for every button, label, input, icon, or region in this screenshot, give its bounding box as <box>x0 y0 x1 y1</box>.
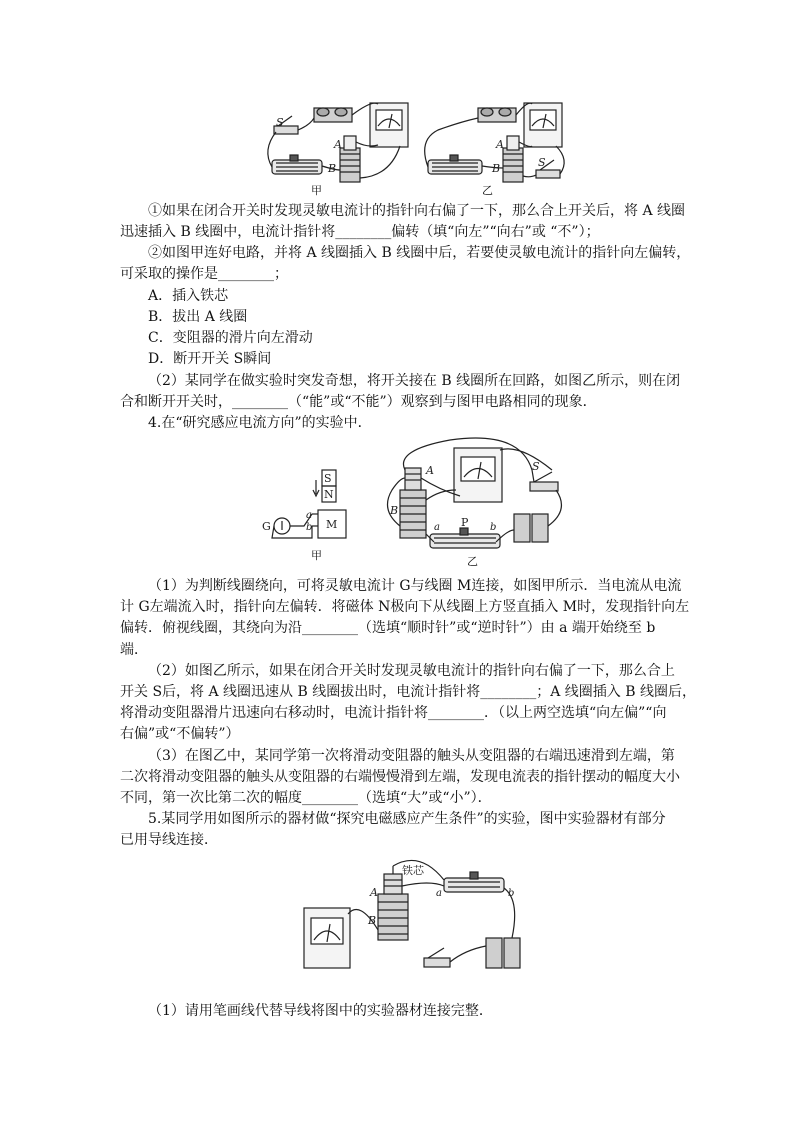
figure-1-caption-left: 甲 <box>311 184 322 197</box>
q4-part2-line-2: 开关 S后，将 A 线圈迅速从 B 线圈拔出时，电流计指针将________；A 线圈插入 B 线圈后， <box>120 684 696 700</box>
label-S-magnet: S <box>324 472 332 485</box>
q3-option-c: C．变阻器的滑片向左滑动 <box>148 330 313 346</box>
figure-2-caption-right: 乙 <box>467 555 478 568</box>
label-B-right: B <box>492 162 501 175</box>
q4-part1-line-2: 计 G左端流入时，指针向左偏转．将磁体 N极向下从线圈上方竖直插入 M时，发现指针向左 <box>120 599 690 615</box>
q5-part1: （1）请用笔画线代替导线将图中的实验器材连接完整． <box>148 1003 493 1019</box>
q3-part2-line-1: （2）某同学在做实验时突发奇想，将开关接在 B 线圈所在回路，如图乙所示，则在闭 <box>148 373 681 389</box>
figure-2-caption-left: 甲 <box>311 549 322 562</box>
q4-part1-line-4: 端． <box>120 642 148 658</box>
q4-part2-line-3: 将滑动变阻器滑片迅速向右移动时，电流计指针将________．（以上两空选填“向左偏”“向 <box>120 705 667 721</box>
label-A: A <box>370 886 378 899</box>
label-B-right: B <box>390 504 399 517</box>
q4-part2-line-1: （2）如图乙所示，如果在闭合开关时发现灵敏电流计的指针向右偏了一下，那么合上 <box>148 663 675 679</box>
label-b: b <box>508 888 515 899</box>
figure-3-apparatus <box>0 850 794 990</box>
q4-part3-line-1: （3）在图乙中，某同学第一次将滑动变阻器的触头从变阻器的右端迅速滑到左端，第 <box>148 748 675 764</box>
label-a-right: a <box>434 522 440 533</box>
q4-part3-line-2: 二次将滑动变阻器的触头从变阻器的右端慢慢滑到左端，发现电流表的指针摆动的幅度大小 <box>120 769 680 785</box>
q4-part1-line-1: （1）为判断线圈绕向，可将灵敏电流计 G与线圈 M连接，如图甲所示．当电流从电流 <box>148 578 682 594</box>
q3-line-3: ②如图甲连好电路，并将 A 线圈插入 B 线圈中后，若要使灵敏电流计的指针向左偏转， <box>148 245 691 261</box>
figure-1-circuits <box>0 0 794 200</box>
q3-option-b: B．拔出 A 线圈 <box>148 309 248 325</box>
q3-line-4: 可采取的操作是________； <box>120 266 288 282</box>
figure-1-caption-right: 乙 <box>482 184 493 197</box>
label-S-switch: S <box>532 460 540 473</box>
label-N-magnet: N <box>324 488 334 501</box>
label-B-left: B <box>328 162 337 175</box>
label-A-left: A <box>334 138 342 151</box>
q4-title: 4.在“研究感应电流方向”的实验中． <box>148 415 372 431</box>
label-b-left: b <box>306 522 313 533</box>
q3-part2-line-2: 合和断开开关时，________（“能”或“不能”）观察到与图甲电路相同的现象． <box>120 394 597 410</box>
figure-2-circuits <box>0 430 794 590</box>
label-B: B <box>368 914 377 927</box>
q5-line-1: 5.某同学用如图所示的器材做“探究电磁感应产生条件”的实验，图中实验器材有部分 <box>148 811 666 827</box>
label-b-right: b <box>490 522 497 533</box>
label-M: M <box>326 518 338 531</box>
label-A-right: A <box>426 464 434 477</box>
q4-part3-line-3: 不同，第一次比第二次的幅度________（选填“大”或“小”）． <box>120 790 492 806</box>
q3-option-a: A．插入铁芯 <box>148 288 229 304</box>
label-A-right: A <box>496 138 504 151</box>
q3-line-2: 迅速插入 B 线圈中，电流计指针将________偏转（填“向左”“向右”或 “不”）； <box>120 224 600 240</box>
label-G: G <box>262 520 271 533</box>
q3-option-d: D．断开开关 S瞬间 <box>148 351 272 367</box>
q4-part1-line-3: 偏转．俯视线圈，其绕向为沿________（选填“顺时针”或“逆时针”）由 a 端开始绕至 b <box>120 620 656 636</box>
label-S-right: S <box>538 156 546 169</box>
q3-line-1: ①如果在闭合开关时发现灵敏电流计的指针向右偏了一下，那么合上开关后，将 A 线圈 <box>148 203 686 219</box>
label-P: P <box>461 516 469 529</box>
q4-part2-line-4: 右偏”或“不偏转”） <box>120 726 240 742</box>
q5-line-2: 已用导线连接． <box>120 832 218 848</box>
label-iron-core: 铁芯 <box>402 864 424 877</box>
label-a-left: a <box>306 510 312 521</box>
label-S-left: S <box>276 116 284 129</box>
label-a: a <box>436 888 442 899</box>
